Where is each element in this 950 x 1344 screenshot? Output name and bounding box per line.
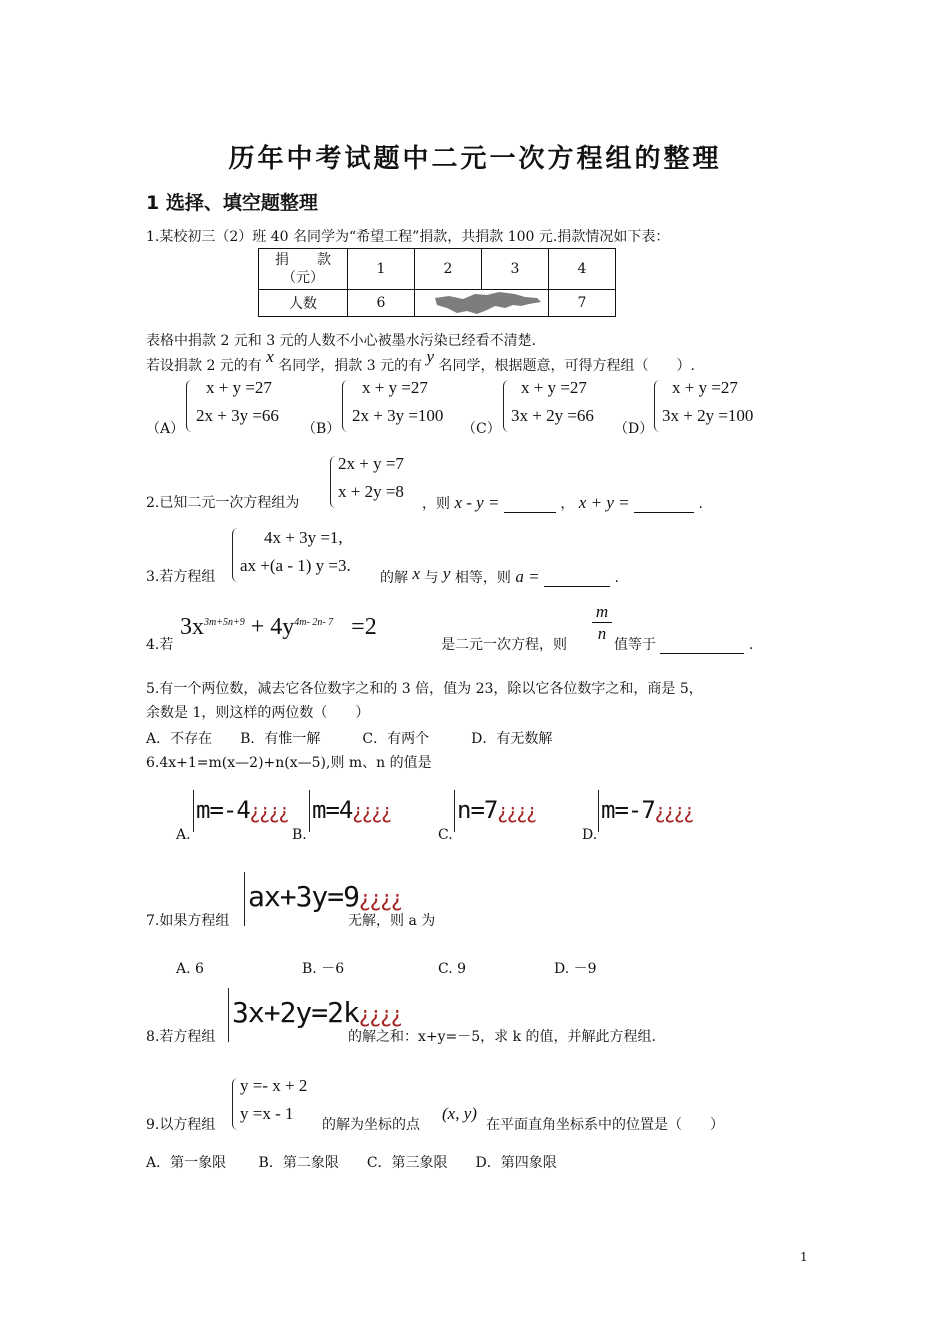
table-col-1: 1: [348, 249, 415, 290]
q4-mid: 是二元一次方程，则: [441, 637, 567, 653]
q9-mid: 的解为坐标的点: [322, 1117, 420, 1133]
q1-option-b-system: x + y =27 2x + 3y =100: [352, 378, 444, 425]
q4-equation: $3x^{3m+5n+9} + 4y^{4m- 2n- 7} =2$: [180, 614, 377, 640]
brace-icon: [193, 790, 194, 832]
q3-prefix: 3.若方程组: [146, 569, 216, 585]
q7-option-b: B. －6: [302, 961, 345, 977]
q2-blank-1[interactable]: [504, 498, 556, 513]
q6-option-b: m=4¿¿¿¿: [312, 796, 391, 824]
table-col-3: 3: [482, 249, 549, 290]
q6-text: 6.4x+1=m(x—2)+n(x—5),则 m、n 的值是: [146, 755, 432, 771]
q5-options: A．不存在 B．有惟一解 C．有两个 D．有无数解: [146, 731, 553, 747]
donation-table: [258, 248, 616, 317]
brace-icon: [454, 790, 455, 832]
q4-fraction: m n: [592, 602, 612, 645]
q9-prefix: 9.以方程组: [146, 1117, 216, 1133]
table-header-cell: 捐 款 （元）: [259, 249, 348, 290]
q9-system: y =- x + 2 y =x - 1: [240, 1076, 308, 1123]
brace-icon: [244, 872, 245, 926]
q6-option-a-label: A.: [176, 827, 191, 843]
q4-blank[interactable]: [660, 639, 744, 654]
q1-option-c-system: x + y =27 3x + 2y =66: [511, 378, 594, 425]
q9-suffix: 在平面直角坐标系中的位置是（ ）: [486, 1117, 724, 1133]
q1-prompt: 若设捐款 2 元的有 x 名同学，捐款 3 元的有 y 名同学，根据题意，可得方程组（ ）.: [146, 347, 695, 374]
q1-text: 1.某校初三（2）班 40 名同学为“希望工程”捐款，共捐款 100 元.捐款情况如下表：: [146, 229, 670, 245]
q1-option-d-label: （D）: [614, 421, 654, 437]
q6-option-d-label: D.: [582, 827, 598, 843]
q2-prefix: 2.已知二元一次方程组为: [146, 495, 300, 511]
q1-option-a-label: （A）: [146, 421, 185, 437]
q7-option-a: A. 6: [176, 961, 204, 977]
q1-option-d-system: x + y =27 3x + 2y =100: [662, 378, 754, 425]
q6-option-c: n=7¿¿¿¿: [457, 796, 536, 824]
q7-suffix: 无解，则 a 为: [348, 913, 436, 929]
table-col-4: 4: [549, 249, 616, 290]
q9-options: A．第一象限 B．第二象限 C．第三象限 D．第四象限: [146, 1155, 557, 1171]
q1-option-c-label: （C）: [462, 421, 501, 437]
q3-tail: 的解 x 与 y 相等，则 a = .: [380, 564, 619, 586]
q6-option-a: m=-4¿¿¿¿: [196, 796, 289, 824]
section-heading: 1 选择、填空题整理: [146, 192, 318, 214]
q4-tail: 值等于 .: [614, 637, 754, 653]
brace-icon: [186, 380, 195, 432]
brace-icon: [342, 380, 351, 432]
page-number: 1: [800, 1250, 808, 1264]
q1-option-a-system: x + y =27 2x + 3y =66: [196, 378, 279, 425]
q7-option-c: C. 9: [438, 961, 467, 977]
q4-prefix: 4.若: [146, 637, 174, 653]
q5-line2: 余数是 1，则这样的两位数（ ）: [146, 705, 370, 721]
q7-prefix: 7.如果方程组: [146, 913, 230, 929]
q3-system: 4x + 3y =1, ax +(a - 1) y =3.: [240, 528, 351, 575]
q7-option-d: D. －9: [554, 961, 597, 977]
q1-option-b-label: （B）: [302, 421, 341, 437]
q7-system: ax+3y=9¿¿¿¿: [248, 880, 402, 913]
table-cell-1: 6: [348, 290, 415, 317]
brace-icon: [228, 988, 229, 1042]
q3-blank[interactable]: [544, 572, 610, 587]
q2-blank-2[interactable]: [634, 498, 694, 513]
q6-option-c-label: C.: [438, 827, 453, 843]
q6-option-d: m=-7¿¿¿¿: [601, 796, 694, 824]
q8-suffix: 的解之和：x+y=－5，求 k 的值，并解此方程组.: [348, 1029, 657, 1045]
q5-line1: 5.有一个两位数，减去它各位数字之和的 3 倍，值为 23，除以它各位数字之和，商是 5，: [146, 681, 703, 697]
q8-prefix: 8.若方程组: [146, 1029, 216, 1045]
page-title: 历年中考试题中二元一次方程组的整理: [228, 144, 722, 174]
brace-icon: [309, 790, 310, 832]
table-cell-4: 7: [549, 290, 616, 317]
table-col-2: 2: [415, 249, 482, 290]
q2-system: 2x + y =7 x + 2y =8: [338, 454, 404, 501]
q8-system: 3x+2y=2k¿¿¿¿: [232, 996, 402, 1029]
q2-tail: ，则 x - y = ， x + y = .: [422, 493, 703, 512]
q9-point: (x, y): [442, 1104, 477, 1123]
table-row-label: 人数: [259, 290, 348, 317]
ink-stain-icon: [429, 290, 549, 314]
q6-option-b-label: B.: [292, 827, 307, 843]
ink-stain-cell: [415, 290, 549, 317]
brace-icon: [598, 790, 599, 832]
q1-note: 表格中捐款 2 元和 3 元的人数不小心被墨水污染已经看不清楚.: [146, 333, 537, 349]
